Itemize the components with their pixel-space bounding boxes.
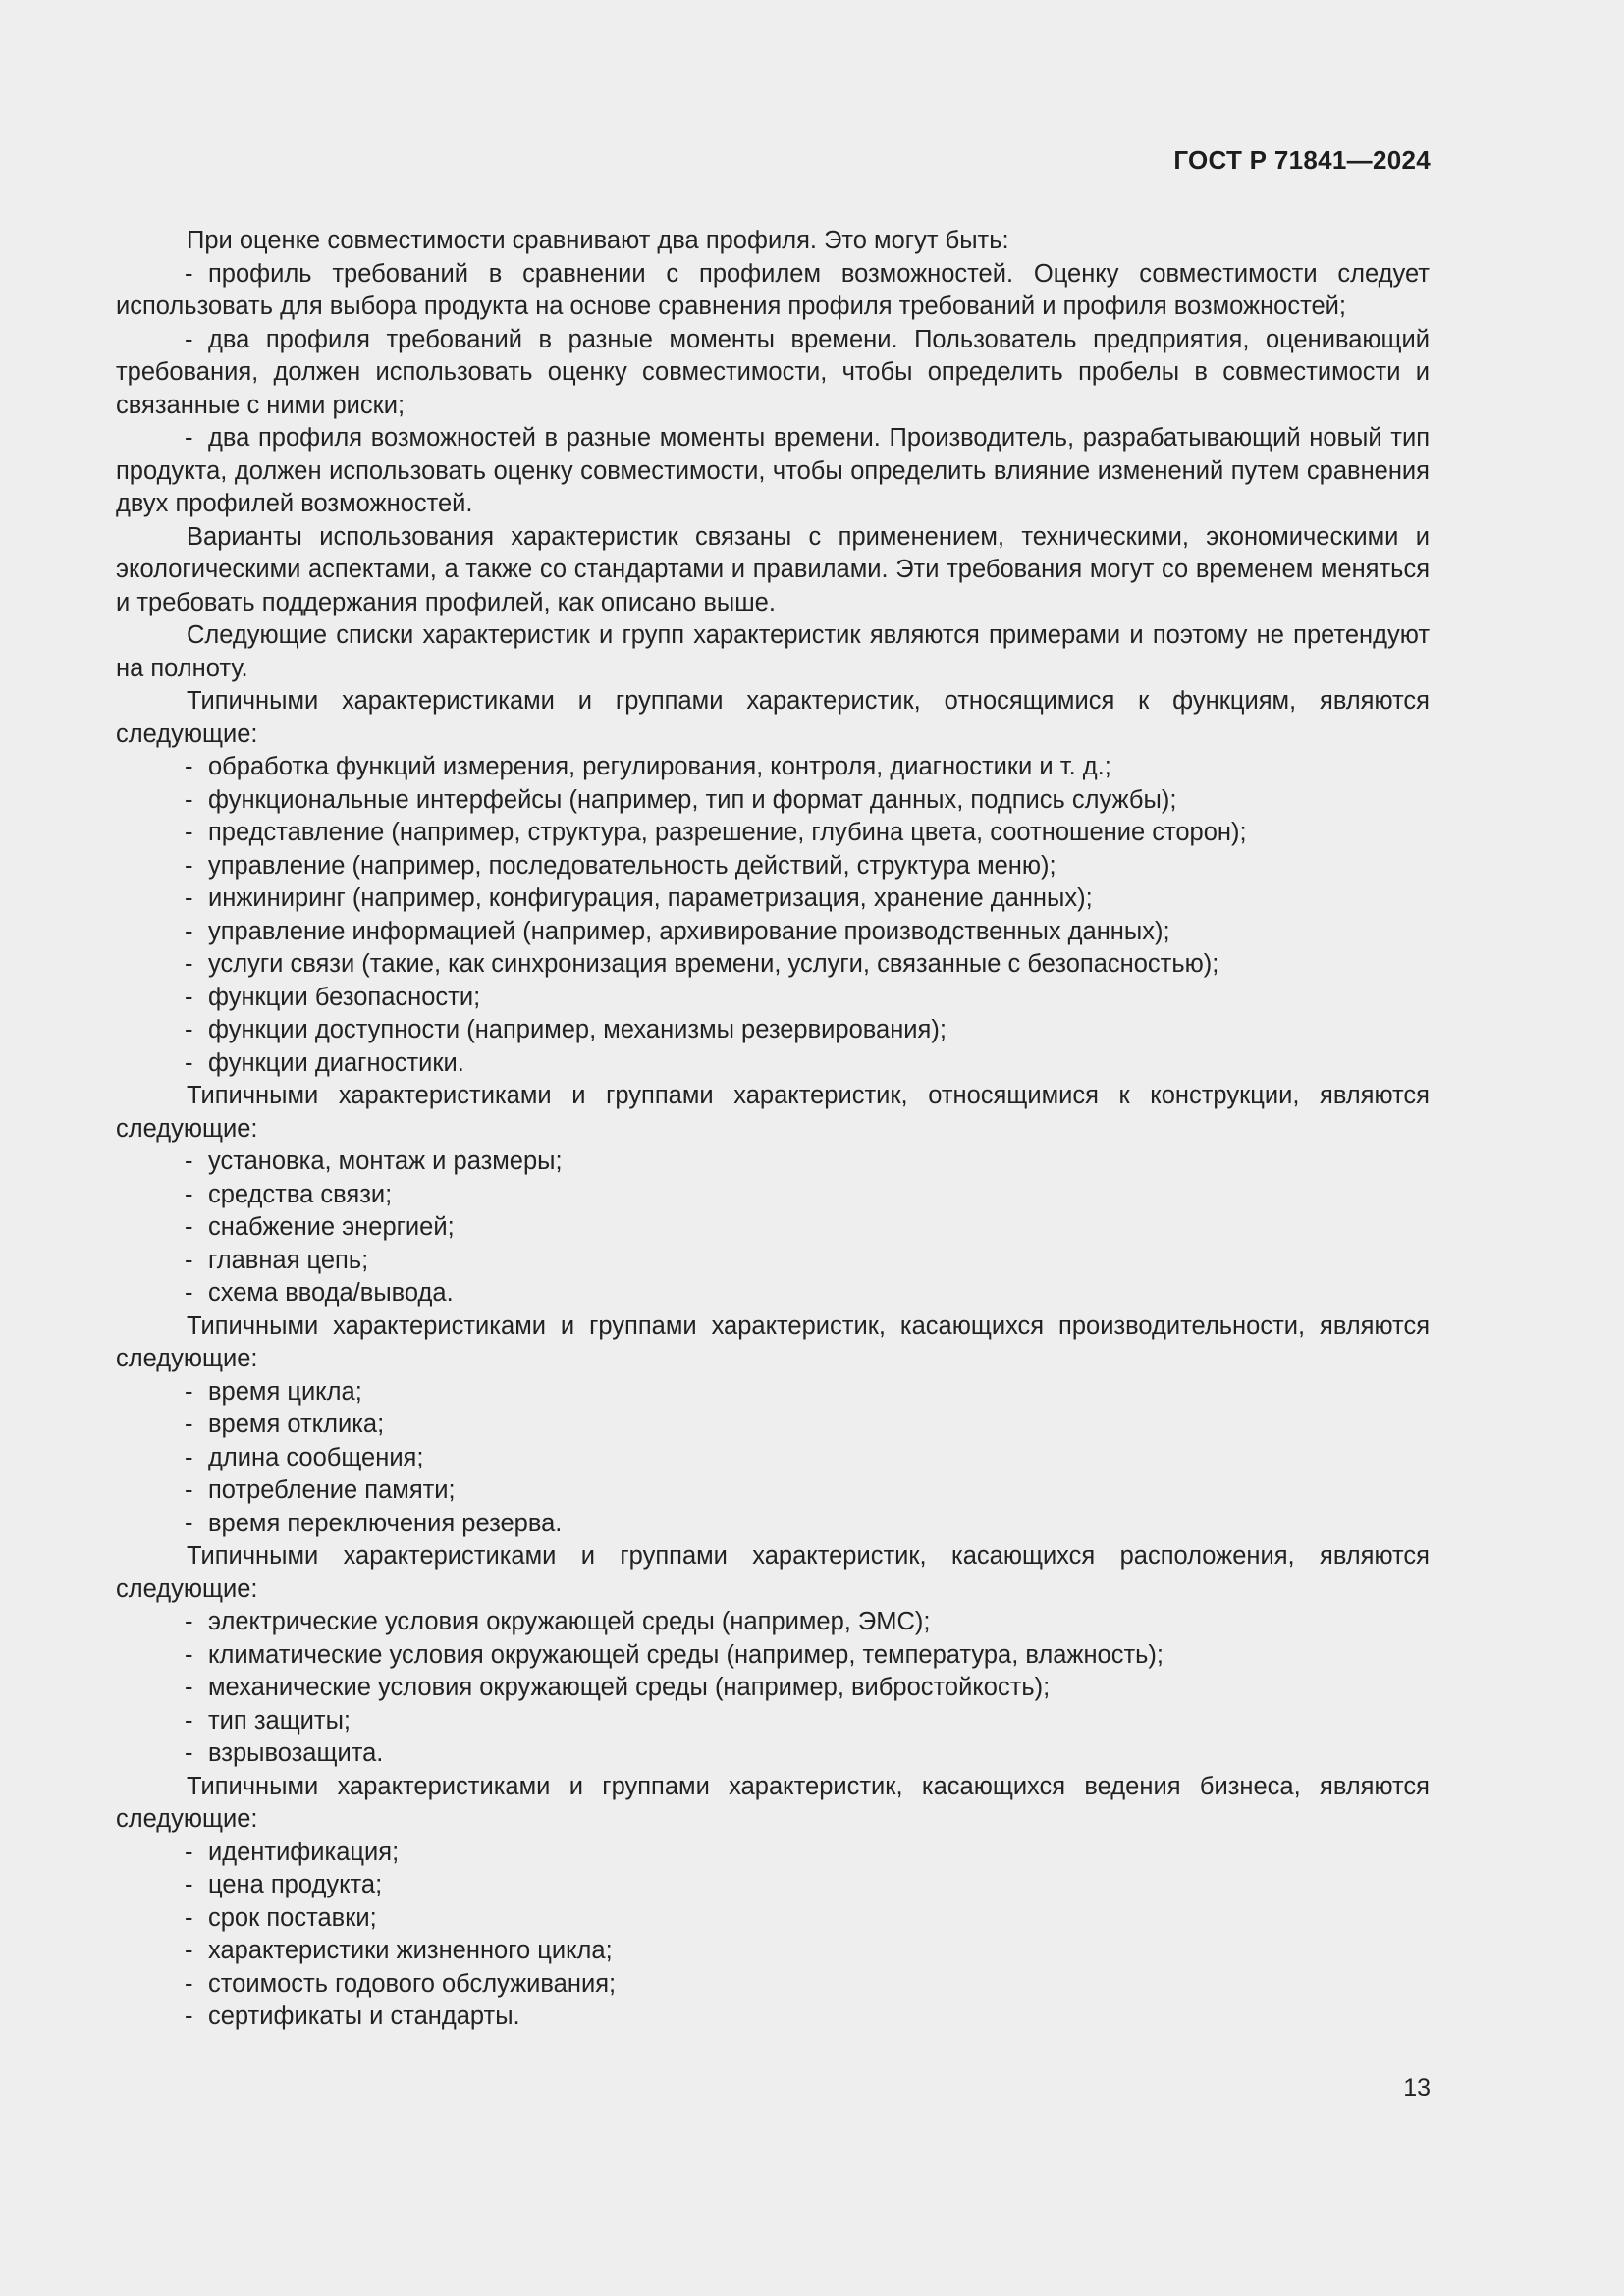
list-item-text: функции доступности (например, механизмы резервирования); [208, 1016, 947, 1043]
list-item [116, 1968, 1430, 2002]
list-item [116, 982, 1430, 1015]
list-item-text: срок поставки; [208, 1903, 377, 1932]
functions-list [116, 751, 1430, 1080]
list-dash: - [185, 884, 193, 912]
list-item [116, 1672, 1430, 1705]
list-dash: - [185, 1279, 193, 1307]
document-body [116, 225, 1430, 2034]
list-dash: - [185, 1674, 193, 1701]
list-item-text: время цикла; [208, 1377, 362, 1406]
list-item [116, 751, 1430, 784]
list-item [116, 1277, 1430, 1310]
document-header: ГОСТ Р 71841—2024 [1173, 145, 1431, 175]
list-item-text: стоимость годового обслуживания; [208, 1969, 617, 1998]
list-item-text: климатические условия окружающей среды (например, температура, влажность); [208, 1640, 1164, 1669]
profile-case-text: профиль требований в сравнении с профилем возможностей. Оценку совместимости следует использовать для выбора продукта на основе сравнения профиля требований и профиля возможностей; [116, 259, 1430, 320]
list-item-text: функции диагностики. [208, 1048, 464, 1077]
list-dash: - [185, 819, 193, 846]
list-item-text: функциональные интерфейсы (например, тип и формат данных, подпись службы); [208, 785, 1177, 814]
list-item [116, 1705, 1430, 1738]
list-item [116, 1047, 1430, 1081]
variants-paragraph: Варианты использования характеристик связаны с применением, техническими, экономическими и экологическими аспектами, а также со стандартами и правилами. Эти требования могут со временем меняться и требовать поддержания профилей, как описано выше. [116, 522, 1430, 616]
list-dash: - [185, 1969, 193, 1998]
list-item-text: сертификаты и стандарты. [208, 2002, 520, 2030]
list-item-text: цена продукта; [208, 1871, 383, 1898]
list-item-text: инжиниринг (например, конфигурация, параметризация, хранение данных); [208, 884, 1093, 912]
list-item-text: идентификация; [208, 1838, 400, 1866]
list-dash: - [185, 851, 193, 880]
list-dash: - [185, 1377, 193, 1406]
list-dash: - [185, 950, 193, 978]
list-item-text: управление (например, последовательность действий, структура меню); [208, 851, 1056, 880]
intro-paragraph: При оценке совместимости сравнивают два профиля. Это могут быть: [187, 227, 1009, 254]
list-dash: - [185, 325, 193, 353]
group-intro-performance: Типичными характеристиками и группами характеристик, касающихся производительности, являются следующие: [116, 1311, 1430, 1372]
list-dash: - [185, 2002, 193, 2030]
list-item-text: функции безопасности; [208, 983, 481, 1011]
profile-case-text: два профиля возможностей в разные моменты времени. Производитель, разрабатывающий новый тип продукта, должен использовать оценку совместимости, чтобы определить влияние изменений путем сравнения двух профилей возможностей. [116, 424, 1430, 517]
list-dash: - [185, 1903, 193, 1932]
list-item-text: взрывозащита. [208, 1739, 384, 1767]
list-item [116, 1474, 1430, 1508]
list-item [116, 1409, 1430, 1442]
list-item [116, 850, 1430, 883]
profile-case-item [116, 422, 1430, 521]
list-item-text: главная цепь; [208, 1246, 369, 1274]
list-item-text: время отклика; [208, 1411, 385, 1438]
business-list [116, 1837, 1430, 2034]
list-item-text: потребление памяти; [208, 1476, 456, 1504]
location-list [116, 1606, 1430, 1771]
group-intro-business: Типичными характеристиками и группами характеристик, касающихся ведения бизнеса, являются следующие: [116, 1772, 1430, 1833]
group-intro-functions: Типичными характеристиками и группами характеристик, относящимися к функциям, являются следующие: [116, 687, 1430, 748]
list-item [116, 882, 1430, 916]
list-dash: - [185, 1739, 193, 1767]
list-dash: - [185, 1180, 193, 1208]
list-item [116, 1014, 1430, 1047]
list-dash: - [185, 1640, 193, 1669]
group-intro-construction: Типичными характеристиками и группами характеристик, относящимися к конструкции, являются следующие: [116, 1082, 1430, 1143]
list-item [116, 1639, 1430, 1673]
group-intro-location: Типичными характеристиками и группами характеристик, касающихся расположения, являются следующие: [116, 1542, 1430, 1603]
list-item [116, 1442, 1430, 1475]
list-dash: - [185, 1246, 193, 1274]
list-item-text: электрические условия окружающей среды (например, ЭМС); [208, 1608, 931, 1635]
list-dash: - [185, 1608, 193, 1635]
list-dash: - [185, 1838, 193, 1866]
list-dash: - [185, 983, 193, 1011]
list-item [116, 1146, 1430, 1179]
page-number: 13 [1403, 2074, 1431, 2102]
list-dash: - [185, 1871, 193, 1898]
list-item [116, 1376, 1430, 1410]
list-item [116, 1245, 1430, 1278]
list-dash: - [185, 1148, 193, 1175]
list-item [116, 1935, 1430, 1968]
list-item [116, 1606, 1430, 1639]
list-dash: - [185, 1016, 193, 1043]
list-dash: - [185, 424, 193, 452]
list-dash: - [185, 1476, 193, 1504]
list-dash: - [185, 753, 193, 780]
list-item [116, 817, 1430, 850]
list-dash: - [185, 1411, 193, 1438]
profile-case-text: два профиля требований в разные моменты времени. Пользователь предприятия, оценивающий требования, должен использовать оценку совместимости, чтобы определить пробелы в совместимости и связанные с ними риски; [116, 325, 1430, 419]
list-dash: - [185, 1213, 193, 1241]
list-item-text: механические условия окружающей среды (например, вибростойкость); [208, 1674, 1051, 1701]
list-dash: - [185, 1048, 193, 1077]
profile-case-item [116, 258, 1430, 324]
list-item [116, 1179, 1430, 1212]
list-item-text: снабжение энергией; [208, 1213, 455, 1241]
list-item [116, 916, 1430, 949]
performance-list [116, 1376, 1430, 1541]
list-dash: - [185, 1706, 193, 1735]
list-dash: - [185, 785, 193, 814]
list-item [116, 1902, 1430, 1936]
list-dash: - [185, 1937, 193, 1964]
list-dash: - [185, 1509, 193, 1537]
list-item-text: тип защиты; [208, 1706, 352, 1735]
list-item [116, 1211, 1430, 1245]
list-item [116, 1869, 1430, 1902]
list-item [116, 1737, 1430, 1771]
list-item-text: схема ввода/вывода. [208, 1279, 454, 1307]
list-item-text: представление (например, структура, разрешение, глубина цвета, соотношение сторон); [208, 819, 1247, 846]
list-item [116, 1508, 1430, 1541]
profile-case-item [116, 324, 1430, 423]
list-item-text: обработка функций измерения, регулирования, контроля, диагностики и т. д.; [208, 753, 1111, 780]
list-item [116, 2001, 1430, 2034]
examples-paragraph: Следующие списки характеристик и групп характеристик являются примерами и поэтому не претендуют на полноту. [116, 621, 1430, 682]
list-item-text: управление информацией (например, архивирование производственных данных); [208, 917, 1170, 945]
list-item-text: установка, монтаж и размеры; [208, 1148, 563, 1175]
list-dash: - [185, 917, 193, 945]
list-item [116, 1837, 1430, 1870]
list-item-text: время переключения резерва. [208, 1509, 563, 1537]
list-item-text: услуги связи (такие, как синхронизация времени, услуги, связанные с безопасностью); [208, 950, 1219, 978]
list-dash: - [185, 259, 193, 288]
construction-list [116, 1146, 1430, 1310]
list-item-text: характеристики жизненного цикла; [208, 1937, 613, 1964]
list-dash: - [185, 1443, 193, 1471]
list-item [116, 784, 1430, 818]
list-item [116, 948, 1430, 982]
list-item-text: длина сообщения; [208, 1443, 424, 1471]
list-item-text: средства связи; [208, 1180, 393, 1208]
